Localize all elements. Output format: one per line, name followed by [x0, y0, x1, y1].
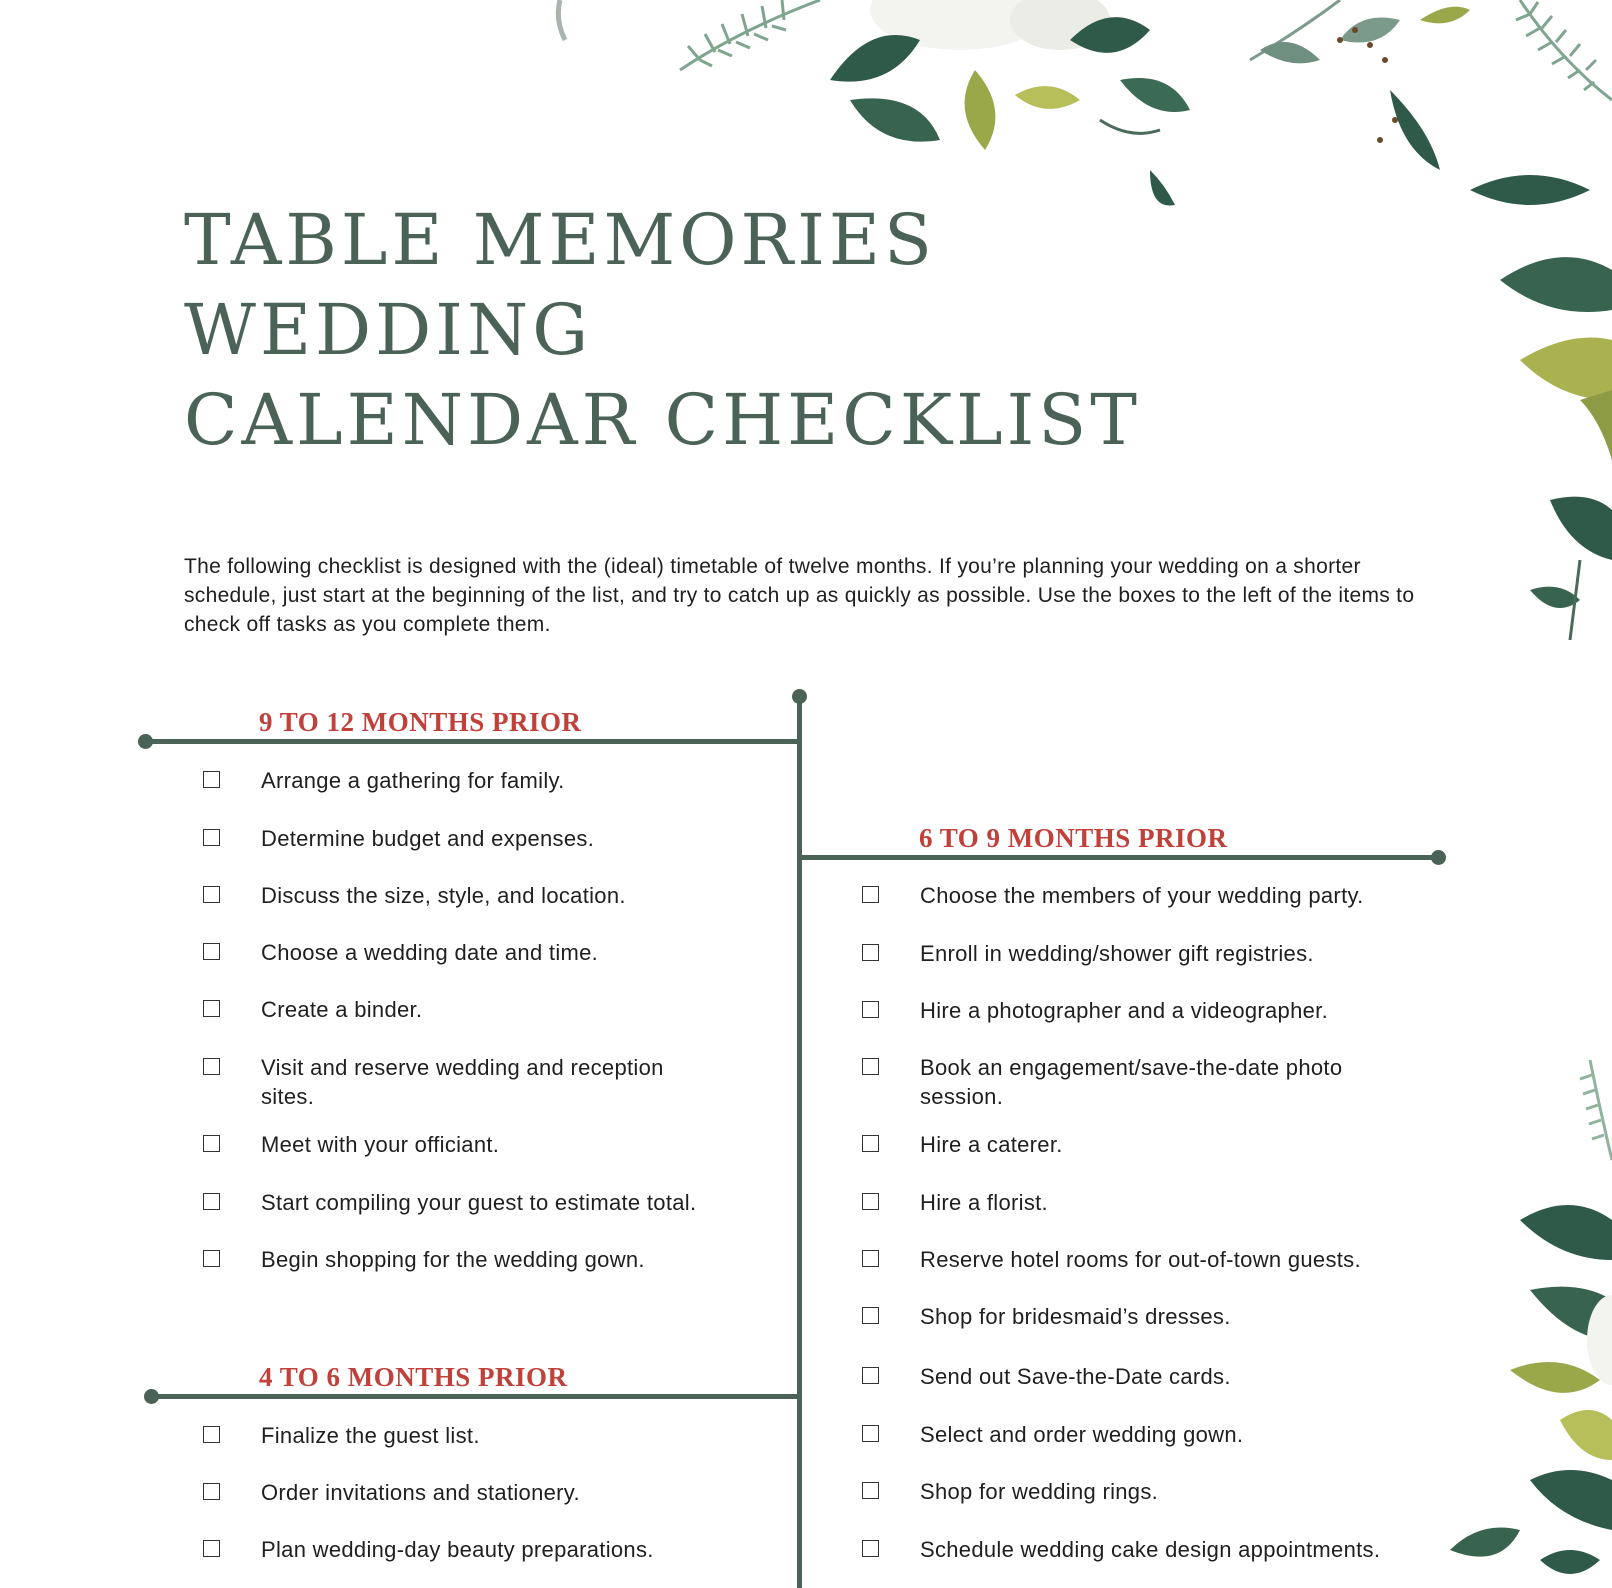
timeline-dot-top [792, 689, 807, 704]
checklist-6-9 [862, 881, 1462, 1581]
item-label: Book an engagement/save-the-date photo session. [920, 1055, 1343, 1109]
page-title [184, 195, 1141, 465]
checkbox[interactable] [203, 1250, 220, 1267]
section-3-line [150, 1394, 800, 1399]
checkbox[interactable] [203, 771, 220, 788]
item-label: Enroll in wedding/shower gift registries. [920, 941, 1314, 966]
checkbox[interactable] [203, 1135, 220, 1152]
checkbox[interactable] [862, 1367, 879, 1384]
title-line-1: TABLE MEMORIES [184, 199, 936, 281]
item-label: Create a binder. [261, 997, 423, 1022]
item-label: Reserve hotel rooms for out-of-town guests. [920, 1247, 1361, 1272]
checklist-4-6 [203, 1421, 763, 1581]
item-label: Shop for bridesmaid’s dresses. [920, 1304, 1231, 1329]
item-label: Begin shopping for the wedding gown. [261, 1247, 645, 1272]
checkbox[interactable] [203, 1000, 220, 1017]
item-label: Order invitations and stationery. [261, 1480, 580, 1505]
checkbox[interactable] [862, 1058, 879, 1075]
checkbox[interactable] [203, 1483, 220, 1500]
section-heading-6-9: 6 TO 9 MONTHS PRIOR [919, 823, 1228, 853]
section-2-line [800, 855, 1438, 860]
checkbox[interactable] [862, 886, 879, 903]
item-label: Discuss the size, style, and location. [261, 883, 626, 908]
checkbox[interactable] [203, 1193, 220, 1210]
checkbox[interactable] [862, 944, 879, 961]
section-heading-4-6: 4 TO 6 MONTHS PRIOR [259, 1362, 568, 1392]
item-label: Send out Save-the-Date cards. [920, 1364, 1231, 1389]
checkbox[interactable] [862, 1193, 879, 1210]
checkbox[interactable] [203, 886, 220, 903]
item-label: Meet with your officiant. [261, 1132, 500, 1157]
item-label: Shop for wedding rings. [920, 1479, 1159, 1504]
item-label: Finalize the guest list. [261, 1423, 480, 1448]
checkbox[interactable] [203, 943, 220, 960]
checkbox[interactable] [862, 1425, 879, 1442]
checkbox[interactable] [862, 1307, 879, 1324]
item-label: Determine budget and expenses. [261, 826, 595, 851]
checkbox[interactable] [862, 1135, 879, 1152]
checkbox[interactable] [203, 1426, 220, 1443]
title-line-2: WEDDING [184, 289, 593, 371]
checkbox[interactable] [203, 829, 220, 846]
section-1-line [144, 739, 800, 744]
checkbox[interactable] [862, 1001, 879, 1018]
checkbox[interactable] [862, 1250, 879, 1267]
item-label: Hire a caterer. [920, 1132, 1063, 1157]
checkbox[interactable] [862, 1482, 879, 1499]
checkbox[interactable] [862, 1540, 879, 1557]
checkbox[interactable] [203, 1540, 220, 1557]
checklist-9-12 [203, 766, 763, 1286]
section-heading-9-12: 9 TO 12 MONTHS PRIOR [259, 707, 582, 737]
item-label: Schedule wedding cake design appointments. [920, 1537, 1381, 1562]
intro-paragraph: The following checklist is designed with the (ideal) timetable of twelve months. If you’re planning your wedding on a shorter schedule, just start at the beginning of the list, and try to catch up as quickly as possible. Use the boxes to the left of the items to check off tasks as you complete them. [184, 555, 1415, 636]
item-label: Start compiling your guest to estimate total. [261, 1190, 697, 1215]
timeline-vertical-line [797, 695, 802, 1588]
title-line-3: CALENDAR CHECKLIST [184, 379, 1141, 461]
item-label: Visit and reserve wedding and reception sites. [261, 1055, 664, 1109]
item-label: Arrange a gathering for family. [261, 768, 565, 793]
item-label: Plan wedding-day beauty preparations. [261, 1537, 654, 1562]
item-label: Hire a photographer and a videographer. [920, 998, 1328, 1023]
item-label: Select and order wedding gown. [920, 1422, 1244, 1447]
item-label: Choose a wedding date and time. [261, 940, 599, 965]
checkbox[interactable] [203, 1058, 220, 1075]
item-label: Choose the members of your wedding party. [920, 883, 1364, 908]
item-label: Hire a florist. [920, 1190, 1048, 1215]
